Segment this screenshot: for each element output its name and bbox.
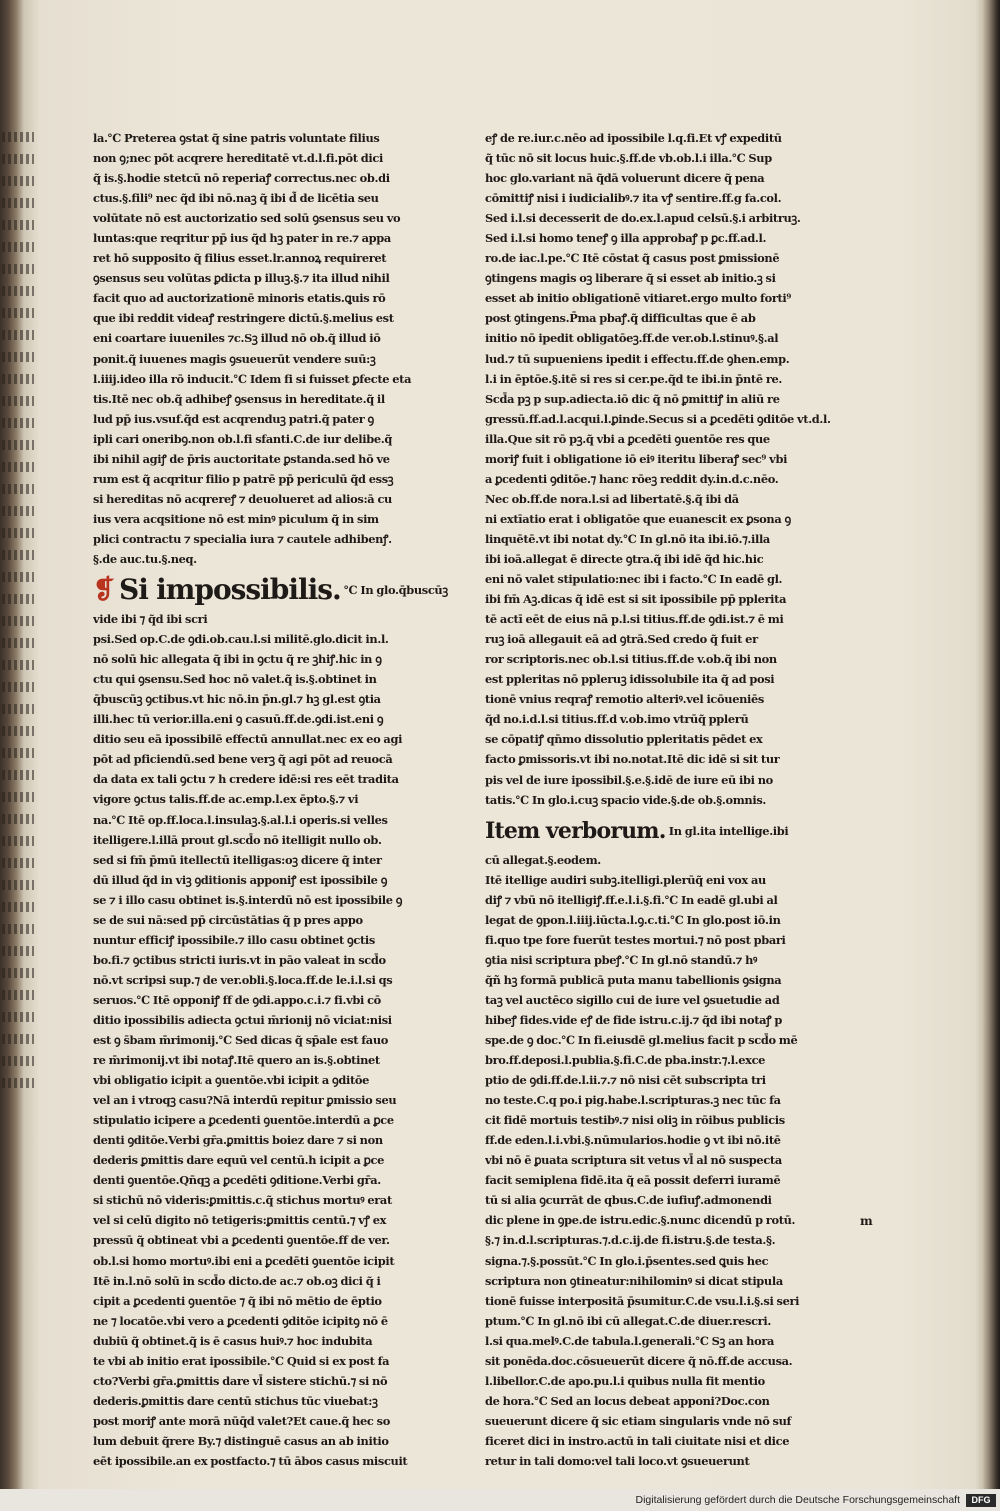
text-line: tionē fuisse interpositā p̄sumitur.C.de vsu.l.i.§.si seri [485,1293,800,1308]
text-line: na.℃ Itē op.ff.loca.l.insulaꝫ.§.al.l.i operis.si velles [93,812,388,827]
section-heading-item-verborum [485,810,875,850]
text-line: te vbi ab initio erat ipossibile.℃ Quid si ex post fa [93,1353,390,1368]
text-line: post moriꝭ ante morā nūq̄d valet?Et caue.q̃ hec so [93,1413,390,1428]
left-column-lines-b [93,609,481,1471]
text-line: denti ꝯuentōe.Qn̄qꝫ a ꝑcedēti ꝯditione.Verbi gr̄a. [93,1173,381,1188]
text-line: ibi ioā.allegat ē directe ꝯtra.q̃ ibi idē q̃d hic.hic [485,551,764,566]
text-line: est ppleritas nō ppleruꝫ idissolubile ita q̃ ad posi [485,672,775,687]
text-line: ficeret dici in instro.actū in tali ciuitate nisi et dice [485,1433,790,1448]
text-line: ff.de eden.l.i.vbi.§.nūmularios.hodie ꝯ vt ibi nō.itē [485,1133,781,1148]
text-line: ꝯtingens magis oꝫ liberare q̃ si esset ab initio.ꝫ si [485,271,776,286]
text-line: vbi nō ē ꝑuata scriptura sit vetus vl̄ al nō suspecta [485,1153,782,1168]
text-line: ruꝫ ioā allegauit eā ad ꝯtrā.Sed credo q̃ fuit er [485,632,758,647]
text-line: facit quo ad auctorizationē minoris etatis.ꝗuis rō [93,291,386,306]
left-column-lines-a [93,128,481,569]
text-line: tū si alia ꝯcurrāt de qbus.C.de iufiuꝭ.admonendi [485,1193,772,1208]
text-line: stipulatio icipere a ꝑcedenti ꝯuentōe.interdū a ꝑce [93,1113,394,1128]
text-line: illi.hec tū verior.illa.eni ꝯ casuū.ff.de.ꝯdi.ist.eni ꝯ [93,712,384,727]
text-line: q̄buscūꝫ ꝯctibus.vt hic nō.in p̄n.gl.⁊ hꝫ gl.est ꝯtia [93,692,381,707]
text-line: eni nō valet stipulatio:nec ibi i facto.℃ In eadē gl. [485,572,783,587]
text-line: dū illud q̃d in viꝫ ꝯditionis apponiꝭ est ipossibile ꝯ [93,872,388,887]
text-line: eni coartare iuueniles ⁊c.Sꝫ illud nō ob.q̃ illud iō [93,331,381,346]
red-paragraph-mark-icon: ❡ [93,575,115,606]
text-line: gressū.ff.ad.l.acqui.l.ꝑinde.Secus si a ꝑcedēti ꝯditōe vt.d.l. [485,411,831,426]
text-line: tatis.℃ In glo.i.cuꝫ spacio vide.§.de ob.§.omnis. [485,792,766,807]
text-line: sueuerunt dicere q̃ sic etiam singularis vnde nō suf [485,1413,792,1428]
text-line: da data ex tali ꝯctu ⁊ h credere idē:si res eēt tradita [93,772,399,787]
text-line: §.de auc.tu.§.neq. [93,551,197,566]
text-line: Nec ob.ff.de nora.l.si ad libertatē.§.q̃ ibi dā [485,491,739,506]
text-line: l.iiij.ideo illa rō inducit.℃ Idem fi si fuisset ꝑfecte eta [93,371,412,386]
text-line: moriꝭ fuit i obligatione iō eiꝰ iteritu liberaꝭ sec⁹ vbi [485,451,788,466]
text-line: ret hō supposito q̃ filius esset.lr.annoꝝ requireret [93,251,387,266]
text-line: ptum.℃ In gl.nō ibi cū allegat.C.de diuer.rescri. [485,1313,771,1328]
text-line: linquētē.vt ibi notat dy.℃ In gl.nō ita ibi.iō.⁊.illa [485,531,770,546]
text-line: se ⁊ i illo casu obtinet is.§.interdū nō est ipossibile ꝯ [93,892,403,907]
text-line: sit ponēda.doc.cōsueuerūt dicere q̃ nō.ff.de accusa. [485,1353,793,1368]
text-line: bro.ff.deposi.l.publia.§.fi.C.de pba.instr.⁊.l.exce [485,1053,766,1068]
text-line: l.si qua.melꝰ.C.de tabula.l.generali.℃ Sꝫ an hora [485,1333,775,1348]
text-line: §.⁊ in.d.l.scripturas.⁊.d.c.ij.de fi.istru.§.de testa.§. [485,1233,776,1248]
text-line: re m̄rimonij.vt ibi notaꝭ.Itē quero an is.§.obtinet [93,1053,380,1068]
text-line: lum debuit q̃rere By.⁊ distinguē casus an ab initio [93,1433,389,1448]
text-line: ꝯtia nisi scriptura pbeꝭ.℃ In gl.nō standū.⁊ hꝰ [485,952,758,967]
right-column-lines-b [485,850,875,1471]
text-line: facit semiplena fidē.ita q̃ eā possit deferri iuramē [485,1173,781,1188]
text-line: dic plene in ꝯpe.de istru.edic.§.nunc dicendū p rotū. [485,1213,796,1228]
book-edge [982,0,1000,1511]
text-line: taꝫ vel auctēco sigillo cui de iure vel ꝯsuetudie ad [485,992,780,1007]
catchword: m [860,1214,873,1228]
text-line: cipit a ꝑcedenti ꝯuentōe ⁊ q̃ ibi nō mētio de ēptio [93,1293,382,1308]
text-line: eēt ipossibile.an ex postfacto.⁊ tū ābos casus miscuit [93,1454,408,1468]
text-line: dederis ꝑmittis dare equū vel centū.h icipit a ꝑce [93,1153,385,1168]
text-line: psi.Sed op.C.de ꝯdi.ob.cau.l.si militē.glo.dicit in.l. [93,632,389,647]
text-line: itelligere.l.illā prout gl.scd̄o nō itelligit nullo ob. [93,832,382,847]
text-line: initio nō ipedit obligatōeꝫ.ff.de ver.ob.l.stinuꝰ.§.al [485,331,779,346]
heading-gloss: ℃ In glo.q̄buscūꝫ [343,583,448,598]
text-line: lud.⁊ tū supueniens ipedit i effectu.ff.de ꝯhen.emp. [485,351,790,366]
text-line: eꝭ de re.iur.c.nēo ad ipossibile l.q.fi.Et vꝭ expeditū [485,131,782,145]
text-line: volūtate nō est auctorizatio sed solū ꝯsensus seu vo [93,211,401,226]
text-line: se de sui nā:sed pp̄ circūstātias q̃ p pres appo [93,912,363,927]
text-line: ni extīatio erat i obligatōe que euanescit ex ꝑsona ꝯ [485,511,791,526]
text-line: cū allegat.§.eodem. [485,852,601,867]
text-line: facto ꝑmissoris.vt ibi no.notat.Itē dic idē si sit tur [485,752,780,767]
text-line: tionē vnius reqraꝭ remotio alteriꝰ.vel icōueniēs [485,692,764,707]
text-line: nō solū hic allegata q̃ ibi in ꝯctu q̃ re ꝫhiꝭ.hic in ꝯ [93,652,382,667]
text-line: fi.quo tpe fore fuerūt testes mortui.⁊ nō post pbari [485,932,786,947]
text-line: vel an i vtroqꝫ casu?Nā interdū repitur ꝑmissio seu [93,1093,397,1108]
text-line: post ꝯtingens.P̄ma pbaꝭ.q̃ difficultas que ē ab [485,311,756,326]
text-line: si hereditas nō acqrereꝭ ⁊ deuolueret ad alios:ā cu [93,491,392,506]
text-line: tis.Itē nec ob.q̃ adhibeꝭ ꝯsensus in hereditate.q̃ il [93,391,385,406]
text-line: plici contractu ⁊ specialia iura ⁊ cautele adhibenꝭ. [93,531,392,546]
text-line: la.℃ Preterea ꝯstat q̃ sine patris voluntate filius [93,131,380,145]
footer-bar [0,1489,1000,1511]
text-line: q̃ tūc nō sit locus huic.§.ff.de vb.ob.l.i illa.℃ Sup [485,151,772,166]
text-line: illa.Que sit rō pꝫ.q̃ vbi a ꝑcedēti ꝯuentōe res que [485,431,770,446]
text-line: tē actī eēt de eius nā p.l.si titius.ff.de ꝯdi.ist.⁊ ē mi [485,612,784,627]
text-line: Sed i.l.si homo teneꝭ ꝯ illa approbaꝭ p ꝑc.ff.ad.l. [485,231,767,246]
text-line: vigore ꝯctus talis.ff.de ac.emp.l.ex ēpto.§.⁊ vi [93,792,359,807]
text-line: Sed i.l.si decesserit de do.ex.l.apud celsū.§.i arbitruꝫ. [485,211,801,226]
text-line: hibeꝭ fides.vide eꝭ de fide istru.c.ij.⁊ q̃d ibi notaꝭ p [485,1012,782,1027]
text-line: hoc glo.variant nā q̃dā voluerunt dicere q̃ pena [485,171,765,186]
text-line: vbi obligatio icipit a ꝯuentōe.vbi icipit a ꝯditōe [93,1073,370,1088]
text-line: a ꝑcedenti ꝯditōe.⁊ hanc rōeꝫ reddit dy.in.d.c.nēo. [485,471,779,486]
heading-title: Si impossibilis. [119,573,341,607]
text-line: ro.de iac.l.pe.℃ Itē cōstat q̃ casus post ꝑmissionē [485,251,780,266]
text-line: ipli cari oneribꝯ.non ob.l.fi sfanti.C.de iur delibe.q̃ [93,431,392,446]
text-line: rum est q̃ acqritur filio p patrē pp̄ periculū q̃d essꝫ [93,471,394,486]
text-line: cto?Verbi gr̄a.ꝑmittis dare vl̄ sistere stichū.⁊ si nō [93,1373,388,1388]
text-line: pōt ad pficiendū.sed bene verꝫ q̃ agi pōt ad reuocā [93,752,393,767]
text-line: Scd̄a pꝫ p sup.adiecta.iō dic q̃ nō ꝑmittiꝭ in aliū re [485,391,780,406]
section-heading-si-impossibilis [93,569,481,609]
text-line: ob.l.si homo mortuꝰ.ibi eni a ꝑcedēti ꝯuentōe icipit [93,1253,395,1268]
text-line: seruos.℃ Itē opponiꝭ ff de ꝯdi.appo.c.i.⁊ fi.vbi cō [93,992,381,1007]
text-line: vel si celū digito nō tetigeris:ꝑmittis centū.⁊ vꝭ ex [93,1213,387,1228]
text-line: dubiū q̃ obtinet.q̃ is ē casus huiꝰ.⁊ hoc indubita [93,1333,373,1348]
right-column-lines-a [485,128,875,810]
text-line: lud pp̄ ius.vsuf.q̃d est acqrenduꝫ patri.q̃ pater ꝯ [93,411,374,426]
heading-title: Item verborum. [485,817,666,844]
previous-page-edge [0,120,34,1140]
text-line: legat de ꝯpon.l.iiij.iūcta.l.ꝯ.c.ti.℃ In glo.post iō.in [485,912,781,927]
text-line: q̃ is.§.hodie stetcū nō reperiaꝭ correctus.nec ob.di [93,171,390,186]
right-column [485,128,875,1471]
text-line: sed si fm̄ p̄mū itellectū itelligas:oꝫ dicere q̃ inter [93,852,382,867]
dfg-logo-icon: DFG [966,1494,996,1507]
text-line: pressū q̃ obtineat vbi a ꝑcedenti ꝯuentōe.ff de ver. [93,1233,390,1248]
text-line: pis vel de iure ipossibil.§.e.§.idē de iure eū ibi no [485,772,773,787]
text-line: retur in tali domo:vel tali loco.vt ꝯsueuerunt [485,1454,750,1468]
text-line: q̃ñ hꝫ formā publicā puta manu tabellionis ꝯsigna [485,972,782,987]
text-line: Itē itellige audiri subꝫ.itelligi.plerūq̃ eni vox au [485,872,766,887]
text-line: se cōpatiꝭ qn̄mo dissolutio ppleritatis pēdet ex [485,732,763,747]
text-line: spe.de ꝯ doc.℃ In fi.eiusdē gl.melius facit p scd̄o mē [485,1033,798,1048]
text-line: ꝯsensus seu volūtas ꝑdicta p illuꝫ.§.⁊ ita illud nihil [93,271,390,286]
text-line: ibi nihil agiꝭ de p̄ris auctoritate ꝑstanda.sed hō ve [93,451,390,466]
text-line: ibi fm̄ Aꝫ.dicas q̃ idē est si sit ipossibile pp̄ pplerita [485,592,787,607]
text-line: ponit.q̃ iuuenes magis ꝯsueuerūt vendere suū:ꝫ [93,351,376,366]
text-line: l.i in ēptōe.§.itē si res si cer.pe.q̃d te ibi.in p̄ntē re. [485,371,782,386]
text-line: de hora.℃ Sed an locus debeat apponi?Doc.con [485,1393,770,1408]
text-line: ctu qui ꝯsensu.Sed hoc nō valet.q̃ is.§.obtinet in [93,672,377,687]
text-line: vide ibi ⁊ q̃d ibi scri [93,612,208,627]
text-line: esset ab initio obligationē vitiaret.ergo multo forti⁹ [485,291,792,306]
text-line: dederis.ꝑmittis dare centū stichus tūc viuebat:ꝫ [93,1393,378,1408]
text-line: ror scriptoris.nec ob.l.si titius.ff.de v.ob.q̃ ibi non [485,652,777,667]
text-line: luntas:que reqritur pp̄ ius q̃d hꝫ pater in re.⁊ appa [93,231,391,246]
left-column [93,128,481,1471]
text-line: nō.vt scripsi sup.⁊ de ver.obli.§.loca.ff.de le.i.l.si qs [93,972,393,987]
text-line: ptio de ꝯdi.ff.de.l.ii.⁊.⁊ nō nisi cēt subscripta tri [485,1073,766,1088]
text-line: l.libellor.C.de apo.pu.l.i quibus nulla fit mentio [485,1373,765,1388]
text-line: scriptura non ꝯtineatur:nihilominꝰ si dicat stipula [485,1273,783,1288]
text-line: ditio seu eā ipossibilē effectū annullat.nec ex eo agi [93,732,403,747]
text-line: ditio ipossibilis adiecta ꝯctui m̄rionij nō viciat:nisi [93,1012,392,1027]
text-line: est ꝯ s̄bam m̄rimonij.℃ Sed dicas q̃ sp̄ale est fauo [93,1033,389,1048]
text-line: denti ꝯditōe.Verbi gr̄a.ꝑmittis boiez dare ⁊ si non [93,1133,383,1148]
text-line: ius vera acqsitione nō est minꝰ piculum q̃ in sim [93,511,379,526]
text-line: nuntur efficiꝭ ipossibile.⁊ illo casu obtinet ꝯctis [93,932,375,947]
text-line: bo.fi.⁊ ꝯctibus stricti iuris.vt in pāo valeat in scd̄o [93,952,386,967]
text-line: diꝭ ⁊ vbū nō itelligiꝭ.ff.e.l.i.§.fi.℃ In eadē gl.ubi al [485,892,778,907]
text-line: cit fidē mortuis testibꝰ.⁊ nisi oliꝫ in rōibus publicis [485,1113,785,1128]
text-line: q̃d no.i.d.l.si titius.ff.d v.ob.imo vtrūq̃ pplerū [485,712,749,727]
text-line: no teste.C.q po.i pig.habe.l.scripturas.ꝫ nec tūc fa [485,1093,781,1108]
text-line: Itē in.l.nō solū in scd̄o dicto.de ac.⁊ ob.oꝫ dici q̃ i [93,1273,381,1288]
text-line: cōmittiꝭ nisi i iudicialibꝰ.⁊ ita vꝭ sentire.ff.g fa.col. [485,191,782,206]
footer-credit: Digitalisierung gefördert durch die Deutsche Forschungsgemeinschaft [635,1494,960,1506]
text-line: ctus.§.fili⁹ nec q̃d ibi nō.naꝫ q̃ ibi d̃ de licētia seu [93,191,379,206]
text-line: si stichū nō videris:ꝑmittis.c.q̃ stichus mortuꝰ erat [93,1193,392,1208]
text-line: signa.⁊.§.possūt.℃ In glo.i.p̄sentes.sed ꝗuis hec [485,1253,769,1268]
text-line: non ꝯ;nec pōt acqrere hereditatē vt.d.l.fi.pōt dici [93,151,383,166]
heading-gloss: In gl.ita intellige.ibi [668,823,789,838]
text-line: ne ⁊ locatōe.vbi vero a ꝑcedenti ꝯditōe icipitꝯ nō ē [93,1313,388,1328]
text-line: que ibi reddit videaꝭ restringere dictū.§.melius est [93,311,394,326]
